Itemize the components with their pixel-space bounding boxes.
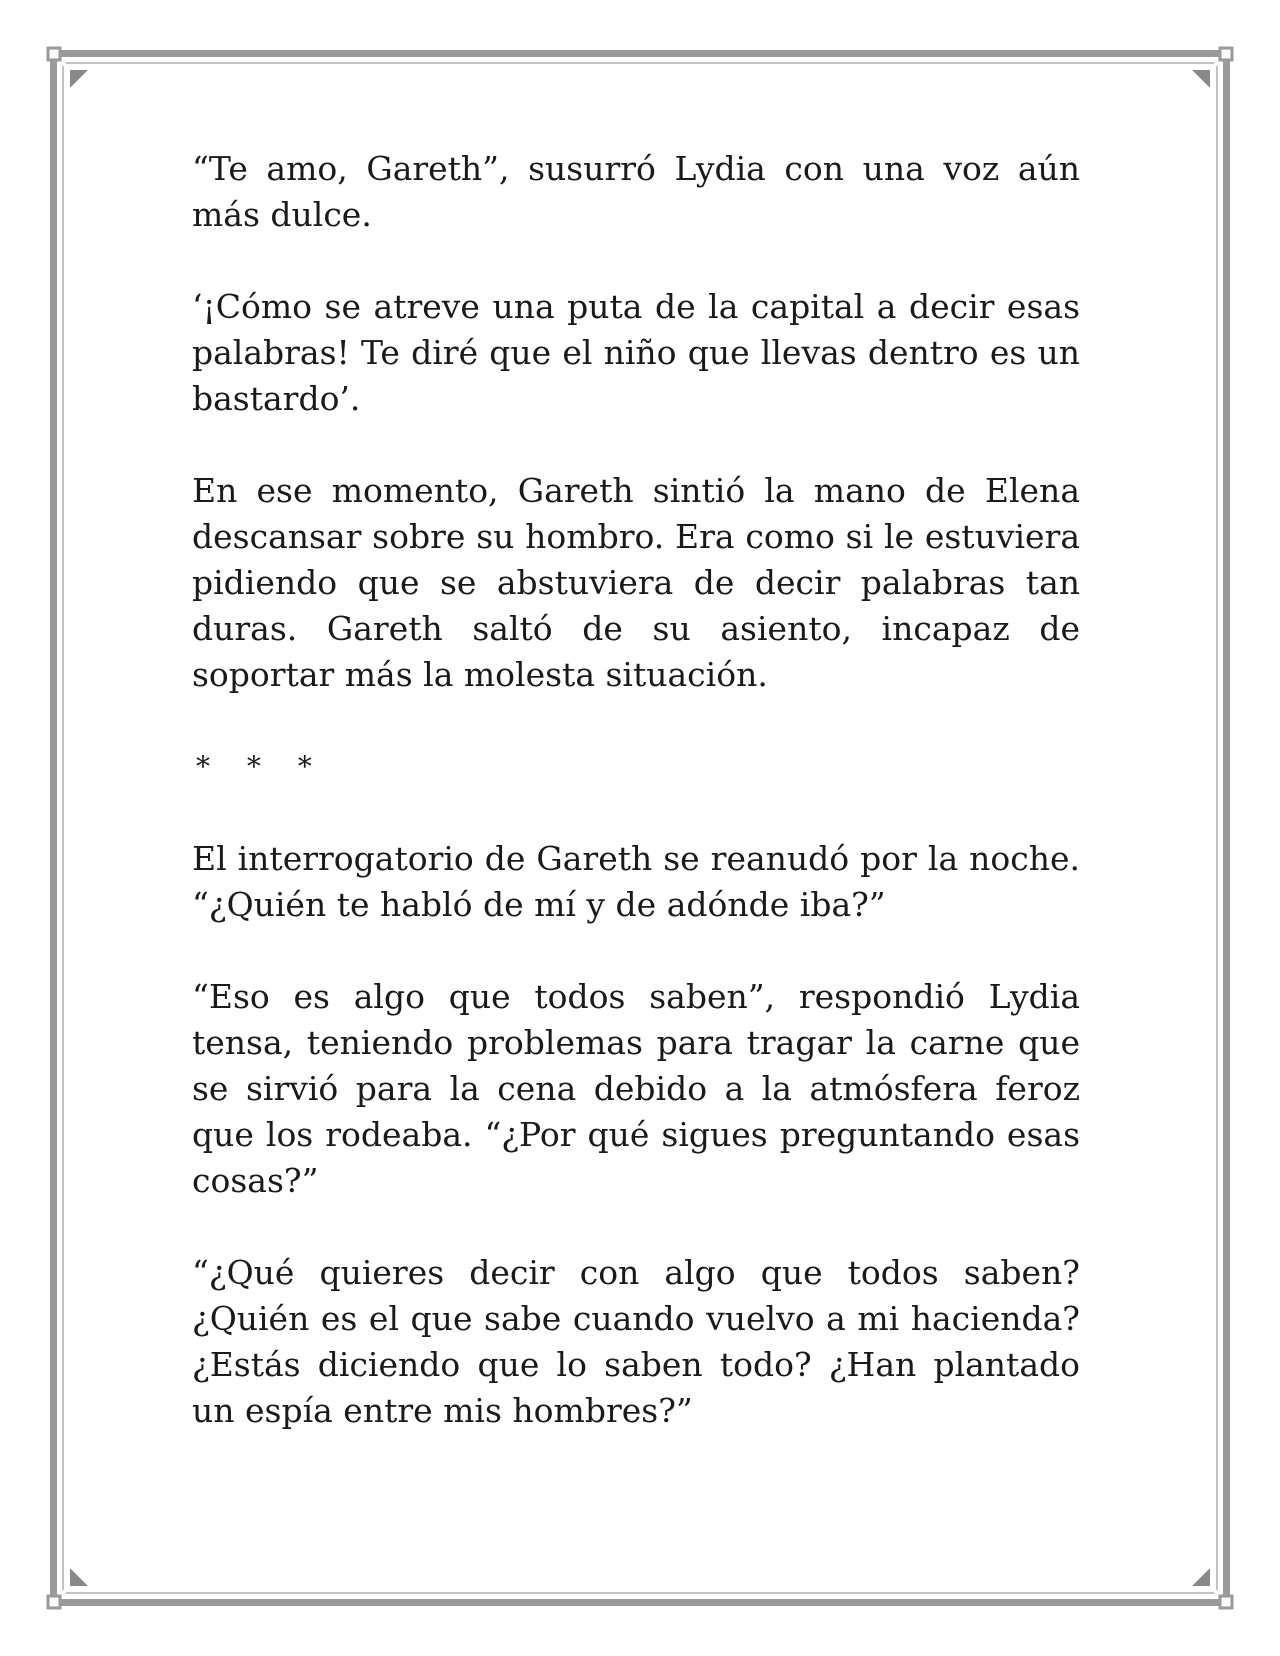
scene-separator: * * * (196, 750, 326, 783)
paragraph: ‘¡Cómo se atreve una puta de la capital a decir esas palabras! Te diré que el niño que llevas dentro es un bastardo’. (192, 287, 1080, 418)
document-body (192, 146, 1080, 1480)
paragraph: “¿Qué quieres decir con algo que todos saben? ¿Quién es el que sabe cuando vuelvo a mi hacienda? ¿Estás diciendo que lo saben todo? ¿Han plantado un espía entre mis hombres?” (192, 1253, 1080, 1430)
paragraph: “Te amo, Gareth”, susurró Lydia con una voz aún más dulce. (192, 149, 1080, 234)
paragraph: El interrogatorio de Gareth se reanudó por la noche. “¿Quién te habló de mí y de adónde iba?” (192, 839, 1080, 924)
paragraph: “Eso es algo que todos saben”, respondió Lydia tensa, teniendo problemas para tragar la carne que se sirvió para la cena debido a la atmósfera feroz que los rodeaba. “¿Por qué sigues preguntando esas cosas?” (192, 977, 1080, 1200)
paragraph: En ese momento, Gareth sintió la mano de Elena descansar sobre su hombro. Era como si le estuviera pidiendo que se abstuviera de decir palabras tan duras. Gareth saltó de su asiento, incapaz de soportar más la molesta situación. (192, 471, 1080, 694)
